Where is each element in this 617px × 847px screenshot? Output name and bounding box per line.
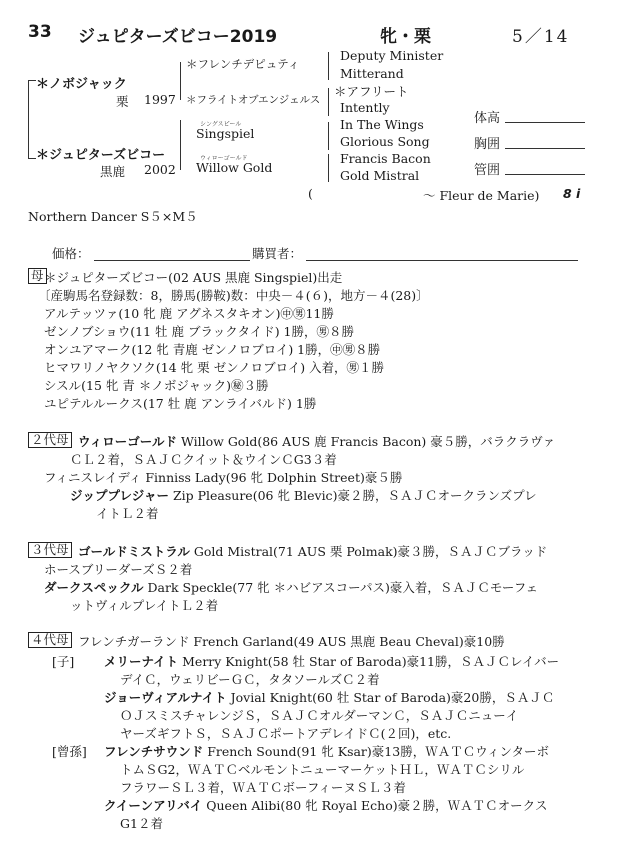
gen3-ancestor-7: Francis Bacon xyxy=(340,151,431,166)
height-blank xyxy=(505,122,585,123)
height-label: 体高 xyxy=(474,111,501,126)
gen2-sub2 xyxy=(70,486,537,504)
gen4-c1-name: メリーナイト xyxy=(104,654,179,669)
gen4-g1-detail: French Sound(91 牝 Ksar)豪13勝，ＷＡＴＣウィンターボ xyxy=(207,744,549,759)
section-badge: ２代母 xyxy=(28,432,72,448)
family-number: 8 i xyxy=(563,186,581,201)
gen2-main-detail: Willow Gold(86 AUS 鹿 Francis Bacon) 豪５勝，バラクラヴァ xyxy=(181,434,556,449)
gen4-g1 xyxy=(104,742,549,760)
cannon-blank xyxy=(505,174,585,175)
buyer-blank xyxy=(306,260,578,261)
gen3-label xyxy=(28,542,72,558)
gen2-sub2-name: ジッププレジャー xyxy=(70,488,169,503)
sex-color: 牝・栗 xyxy=(380,27,431,47)
gen4-c2-name: ジョーヴィアルナイト xyxy=(104,690,227,705)
dam-line-3: アルテッツァ(10 牝 鹿 アグネスタキオン)㊥㊚11勝 xyxy=(44,306,334,321)
gen3-ancestor-2: Mitterand xyxy=(340,66,404,81)
dam-bracket xyxy=(180,120,181,170)
gen2-main xyxy=(78,432,555,450)
gen3-ancestor-6: Glorious Song xyxy=(340,134,430,149)
sire-color: 栗 xyxy=(116,94,129,109)
gen2-main-name: ウィローゴールド xyxy=(78,434,178,449)
dam-line-6: ヒマワリノヤクソク(14 牝 栗 ゼンノロブロイ) 入着，㊚１勝 xyxy=(44,360,385,375)
dam-year: 2002 xyxy=(144,162,176,177)
horse-title: ジュピターズビコー2019 xyxy=(78,27,278,47)
gen3-main-detail: Gold Mistral(71 AUS 栗 Polmak)豪３勝，ＳＡＪＣブラッド xyxy=(193,544,548,559)
gen3-bracket-1 xyxy=(328,52,329,80)
gen3-ancestor-1: Deputy Minister xyxy=(340,48,444,63)
gen4-g2-detail: Queen Alibi(80 牝 Royal Echo)豪２勝，ＷＡＴＣオークス xyxy=(206,798,548,813)
gen2-main-cont: ＣＬ２着，ＳＡＪＣクイット＆ウインＣG3３着 xyxy=(70,452,337,467)
dam-line-4: ゼンノブショウ(11 牡 鹿 ブラックタイド) 1勝，㊚８勝 xyxy=(44,324,355,339)
gen3-main-cont: ホースブリーダーズＳ２着 xyxy=(44,562,193,577)
gen2-sub2-detail: Zip Pleasure(06 牝 Blevic)豪２勝，ＳＡＪＣオークランズプレ xyxy=(172,488,537,503)
gen4-child-tag: [子] xyxy=(52,654,75,669)
gen3-sub-cont: ットヴィルプレイトＬ２着 xyxy=(70,598,219,613)
sire-bracket xyxy=(180,62,181,100)
family-open: ( xyxy=(308,186,313,201)
gen3-main xyxy=(78,542,547,560)
gen3-sub-name: ダークスペックル xyxy=(44,580,144,595)
gen4-c2-detail: Jovial Knight(60 牡 Star of Baroda)豪20勝，ＳＡＪＣ xyxy=(230,690,555,705)
gen2-label xyxy=(28,432,72,448)
sire-year: 1997 xyxy=(144,92,176,107)
gen2-sub2-cont: イトＬ２着 xyxy=(96,506,159,521)
price-label: 価格： xyxy=(52,246,90,261)
chest-blank xyxy=(505,148,585,149)
price-blank xyxy=(94,260,250,261)
dam-line-5: オンユアマーク(12 牝 青鹿 ゼンノロブロイ) 1勝，㊥㊚８勝 xyxy=(44,342,381,357)
sire-sire: ＊フレンチデピュティ xyxy=(186,57,300,71)
family-note: ～ Fleur de Marie) xyxy=(423,188,540,203)
gen4-c2-cont2: ヤーズギフトＳ，ＳＡＪＣポートアデレイドＣ(２回)，etc. xyxy=(120,726,452,741)
gen3-ancestor-3: ＊アフリート xyxy=(334,84,409,99)
gen4-c2 xyxy=(104,688,554,706)
gen4-c1 xyxy=(104,652,559,670)
sire-dam: ＊フライトオブエンジェルス xyxy=(186,94,321,106)
dam-line-7: シスル(15 牝 青 ＊ノボジャック)㊙３勝 xyxy=(44,378,269,393)
pedigree-bracket-top xyxy=(28,80,36,81)
gen4-c1-detail: Merry Knight(58 牡 Star of Baroda)豪11勝，ＳＡＪＣレイバー xyxy=(182,654,560,669)
gen3-bracket-4 xyxy=(328,154,329,182)
gen4-g2-name: クイーンアリバイ xyxy=(104,798,203,813)
chest-label: 胸囲 xyxy=(474,137,501,152)
gen4-c2-cont1: ＯＪスミスチャレンジＳ，ＳＡＪＣオルダーマンＣ，ＳＡＪＣニューイ xyxy=(120,708,519,723)
dam-color: 黒鹿 xyxy=(100,164,126,179)
sire-name: ＊ノボジャック xyxy=(36,77,127,92)
dam-name: ＊ジュピターズビコー xyxy=(36,148,166,163)
pedigree-bracket-main xyxy=(28,80,29,158)
gen3-ancestor-4: Intently xyxy=(340,100,390,115)
pedigree-bracket-bottom xyxy=(28,158,36,159)
gen4-label xyxy=(28,632,72,648)
lot-number: 33 xyxy=(28,22,52,42)
gen3-sub-detail: Dark Speckle(77 牝 ＊ハビアスコーパス)豪入着，ＳＡＪＣモーフェ xyxy=(147,580,539,595)
dam-sire: Singspiel xyxy=(196,126,255,141)
gen3-sub xyxy=(44,578,538,596)
gen4-g1-name: フレンチサウンド xyxy=(104,744,204,759)
inbreeding: Northern Dancer S５×M５ xyxy=(28,209,198,224)
gen3-bracket-2 xyxy=(328,88,329,116)
gen4-c1-cont: デイＣ，ウェリビーＧＣ，タタソールズＣ２着 xyxy=(120,672,380,687)
dam-dam-ruby: ウィローゴールド xyxy=(200,155,248,162)
dam-dam: Willow Gold xyxy=(196,160,273,175)
section-badge: 母 xyxy=(28,268,47,284)
gen3-ancestor-8: Gold Mistral xyxy=(340,168,420,183)
dam-line-1: ＊ジュピターズビコー(02 AUS 黒鹿 Singspiel)出走 xyxy=(44,270,343,285)
page-index: 5／14 xyxy=(512,27,570,47)
dam-sire-ruby: シングスピール xyxy=(200,121,242,128)
gen3-bracket-3 xyxy=(328,122,329,150)
cannon-label: 管囲 xyxy=(474,163,501,178)
gen4-g1-cont2: フラワーＳＬ３着，ＷＡＴＣボーフィーヌＳＬ３着 xyxy=(120,780,406,795)
gen4-g1-cont1: トムＳG2，ＷＡＴＣベルモントニューマーケットＨＬ，ＷＡＴＣシリル xyxy=(120,762,525,777)
gen2-sub1: フィニスレイディ Finniss Lady(96 牝 Dolphin Street)豪５勝 xyxy=(44,470,403,485)
gen4-g2-cont: G1２着 xyxy=(120,816,163,831)
section-badge: ４代母 xyxy=(28,632,72,648)
gen3-main-name: ゴールドミストラル xyxy=(78,544,190,559)
gen4-g2 xyxy=(104,796,548,814)
gen3-ancestor-5: In The Wings xyxy=(340,117,424,132)
dam-line-8: ユピテルルークス(17 牡 鹿 アンライバルド) 1勝 xyxy=(44,396,317,411)
dam-line-2: 〔産駒馬名登録数：8，勝馬(勝鞍)数：中央－４(６)，地方－４(28)〕 xyxy=(38,288,429,303)
section-badge: ３代母 xyxy=(28,542,72,558)
gen4-main: フレンチガーランド French Garland(49 AUS 黒鹿 Beau Cheval)豪10勝 xyxy=(78,634,505,649)
gen4-gc-tag: [曾孫] xyxy=(52,744,87,759)
buyer-label: 購買者： xyxy=(252,246,303,261)
